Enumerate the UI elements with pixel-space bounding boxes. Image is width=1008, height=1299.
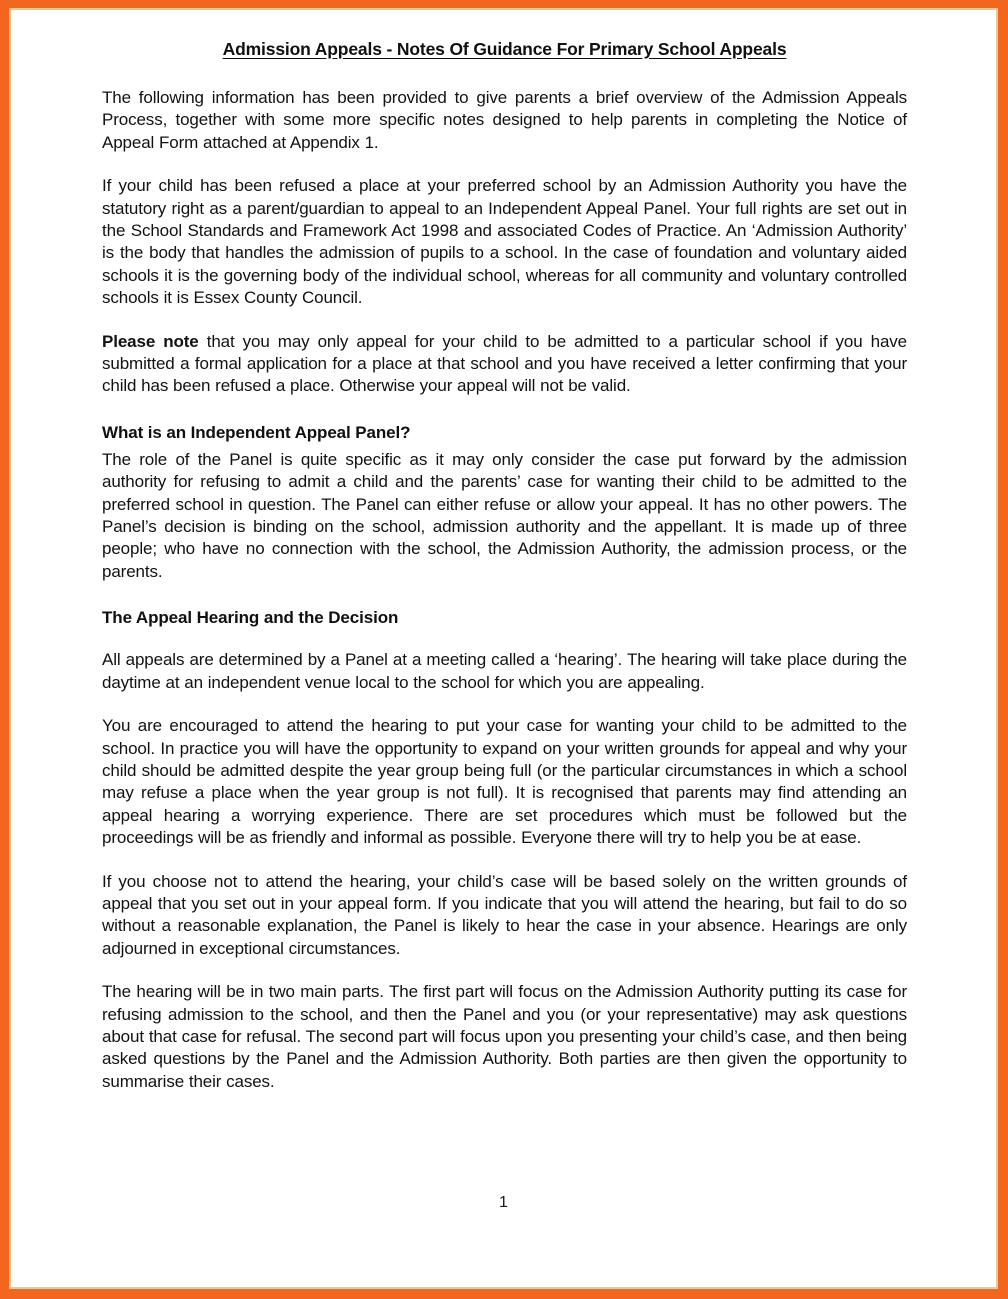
section-heading-appeal-hearing-decision: The Appeal Hearing and the Decision [102, 608, 399, 628]
intro-paragraph: The following information has been provided to give parents a brief overview of the Admission Appeals Process, together with some more specific notes designed to help parents in completing the Notice of Appeal Form attached at Appendix 1. [102, 87, 907, 152]
please-note-body: that you may only appeal for your child to be admitted to a particular school if you have submitted a formal application for a place at that school and you have received a letter confirming that your child has been refused a place. Otherwise your appeal will not be valid. [102, 331, 907, 396]
hearing-two-parts-paragraph: The hearing will be in two main parts. The first part will focus on the Admission Authority putting its case for refusing admission to the school, and then the Panel and you (or your representative) may ask questions about that case for refusal. The second part will focus upon you presenting your child’s case, and then being asked questions by the Panel and the Admission Authority. Both parties are then given the opportunity to summarise their cases. [102, 982, 907, 1091]
please-note-paragraph [102, 331, 907, 398]
hearing-venue-paragraph: All appeals are determined by a Panel at a meeting called a ‘hearing’. The hearing will take place during the daytime at an independent venue local to the school for which you are appealing. [102, 650, 907, 692]
attending-hearing-paragraph: You are encouraged to attend the hearing to put your case for wanting your child to be admitted to the school. In practice you will have the opportunity to expand on your written grounds for appeal and why your child should be admitted despite the year group being full (or the particular circumstances in which a school may refuse a place when the year group is not full). It is recognised that parents may find attending an appeal hearing a worrying experience. There are set procedures which must be followed but the proceedings will be as friendly and informal as possible. Everyone there will try to help you be at ease. [102, 716, 907, 848]
refusal-rights-paragraph: If your child has been refused a place at your preferred school by an Admission Authority you have the statutory right as a parent/guardian to appeal to an Independent Appeal Panel. Your full rights are set out in the School Standards and Framework Act 1998 and associated Codes of Practice. An ‘Admission Authority’ is the body that handles the admission of pupils to a school. In the case of foundation and voluntary aided schools it is the governing body of the individual school, whereas for all community and voluntary controlled schools it is Essex County Council. [102, 176, 907, 308]
section-heading-independent-appeal-panel: What is an Independent Appeal Panel? [102, 422, 411, 442]
page-number: 1 [499, 1194, 508, 1211]
document-page [10, 9, 997, 1288]
page-title: Admission Appeals - Notes Of Guidance For Primary School Appeals [222, 39, 787, 59]
please-note-label: Please note [102, 331, 199, 351]
not-attending-hearing-paragraph: If you choose not to attend the hearing, your child’s case will be based solely on the written grounds of appeal that you set out in your appeal form. If you indicate that you will attend the hearing, but fail to do so without a reasonable explanation, the Panel is likely to hear the case in your absence. Hearings are only adjourned in exceptional circumstances. [102, 871, 907, 958]
document-body [102, 39, 907, 1093]
panel-role-paragraph: The role of the Panel is quite specific as it may only consider the case put forward by the admission authority for refusing to admit a child and the parents’ case for wanting their child to be admitted to the preferred school in question. The Panel can either refuse or allow your appeal. It has no other powers. The Panel’s decision is binding on the school, admission authority and the appellant. It is made up of three people; who have no connection with the school, the Admission Authority, the admission process, or the parents. [102, 449, 907, 581]
